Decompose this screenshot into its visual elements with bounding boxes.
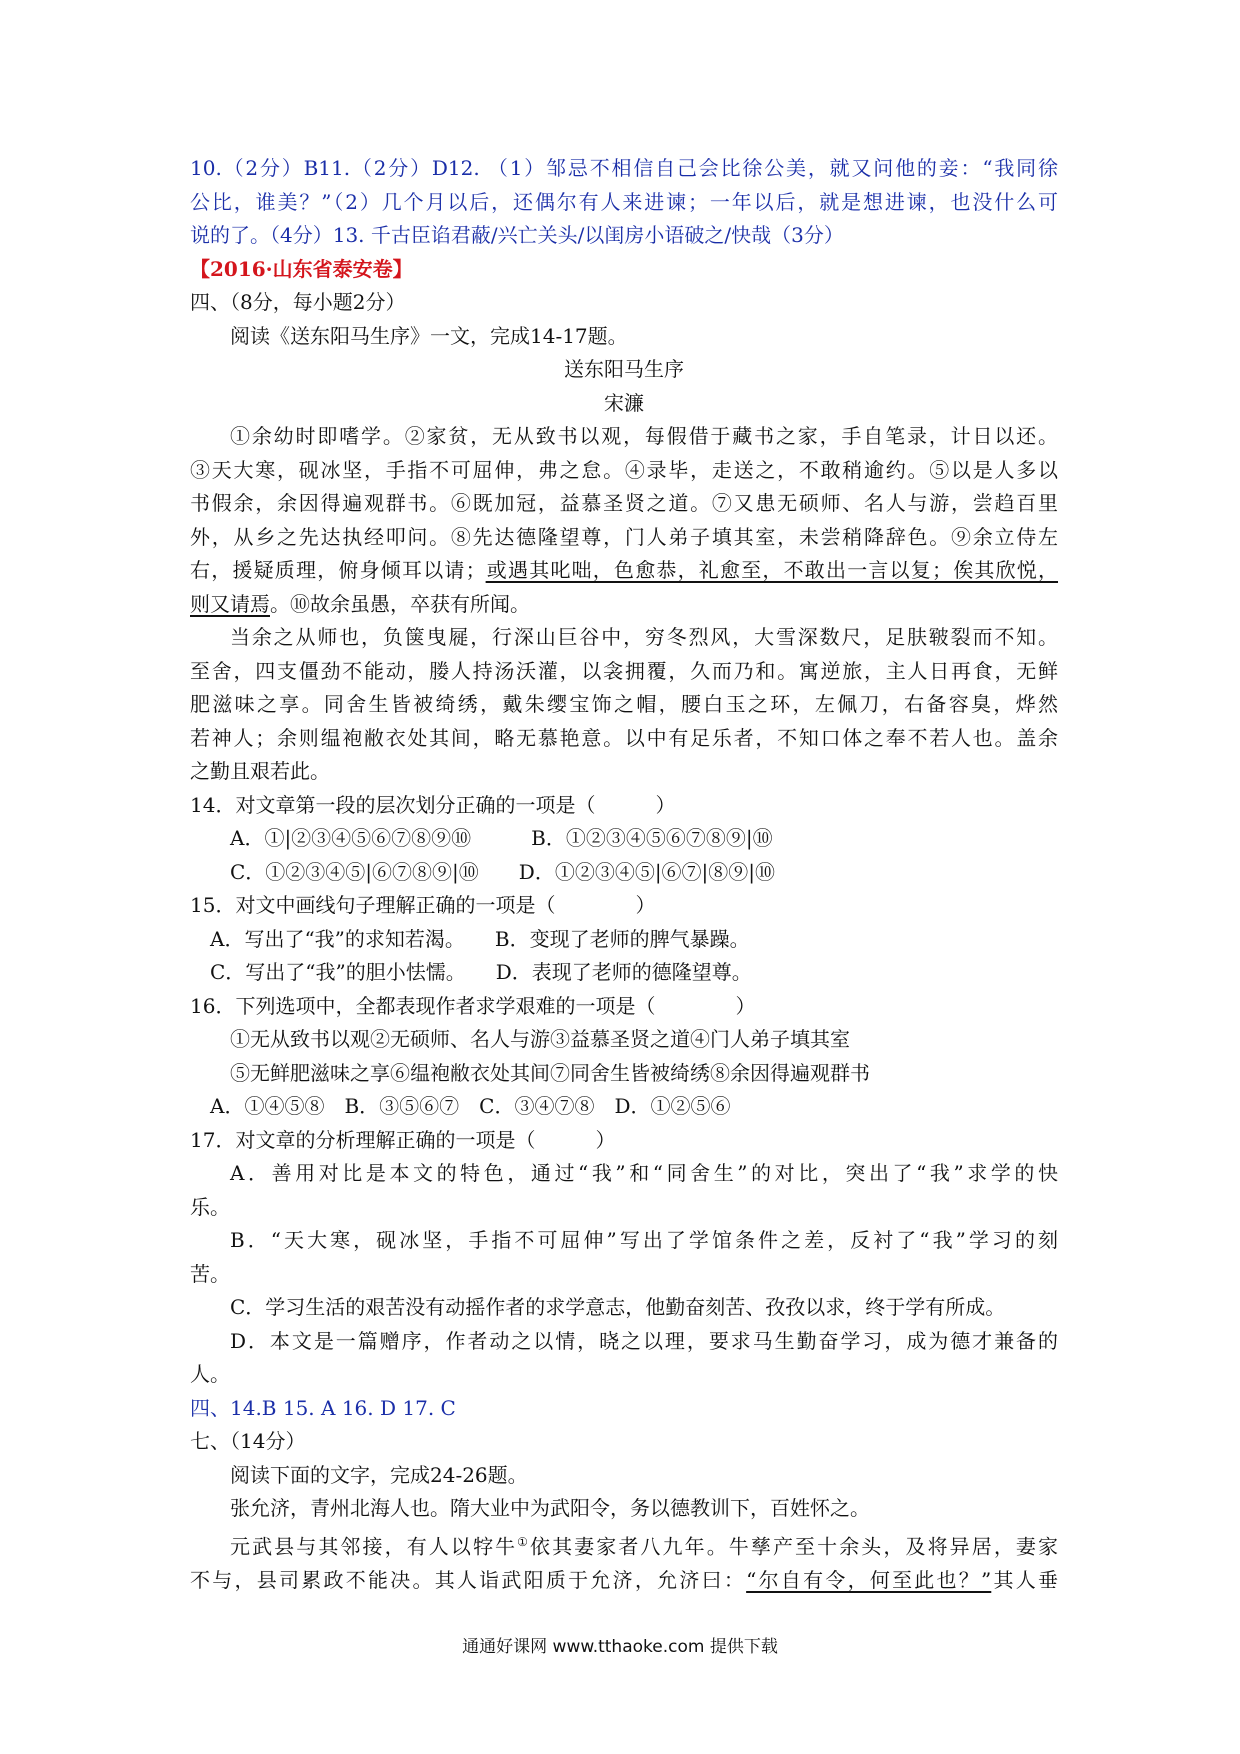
text-span: 。⑩故余虽愚，卒获有所闻。 — [270, 591, 530, 616]
passage-paragraph-1 — [190, 420, 1058, 621]
section-heading: 四、（8分，每小题2分） — [190, 290, 406, 314]
option-b-cont: 苦。 — [190, 1261, 230, 1286]
text-line — [190, 1526, 1058, 1564]
option-b: B．“天大寒，砚冰坚，手指不可屈伸”写出了学馆条件之差，反衬了“我”学习的刻 — [230, 1228, 1058, 1252]
document-page — [190, 152, 1058, 1597]
text-line — [190, 554, 1058, 588]
text-line: 若神人；余则缊袍敝衣处其间，略无慕艳意。以中有足乐者，不知口体之奉不若人也。盖余 — [190, 725, 1058, 750]
question-15 — [190, 889, 1058, 990]
text-line: 书假余，余因得遍观群书。⑥既加冠，益慕圣贤之道。⑦又患无硕师、名人与游，尝趋百里 — [190, 491, 1058, 515]
text-span: 其人垂 — [991, 1567, 1059, 1592]
text-line: 外，从乡之先达执经叩问。⑧先达德隆望尊，门人弟子填其室，未尝稍降辞色。⑨余立侍左 — [190, 524, 1058, 549]
option-a-cont: 乐。 — [190, 1194, 230, 1219]
text-line: 当余之从师也，负箧曳屣，行深山巨谷中，穷冬烈风，大雪深数尺，足肤皲裂而不知。 — [230, 625, 1058, 649]
text-line: 张允济，青州北海人也。隋大业中为武阳令，务以德教训下，百姓怀之。 — [230, 1496, 870, 1520]
text-line: 肥滋味之享。同舍生皆被绮绣，戴朱缨宝饰之帽，腰白玉之环，左佩刀，右备容臭，烨然 — [190, 692, 1058, 716]
question-17 — [190, 1124, 1058, 1392]
question-options: A．①④⑤⑧ B．③⑤⑥⑦ C．③④⑦⑧ D．①②⑤⑥ — [210, 1094, 731, 1118]
answer-line: 公比，谁美？”（2）几个月以后，还偶尔有人来进谏；一年以后，就是想进谏，也没什么可 — [190, 189, 1058, 214]
question-options: A．写出了“我”的求知若渴。 B．变现了老师的脾气暴躁。 — [210, 926, 750, 951]
source-tag: 【2016·山东省泰安卷】 — [190, 256, 413, 281]
instruction: 阅读《送东阳马生序》一文，完成14-17题。 — [230, 323, 628, 348]
passage-title: 送东阳马生序 — [564, 357, 684, 381]
option-d-cont: 人。 — [190, 1362, 230, 1386]
answer-key: 四、14.B 15. A 16. D 17. C — [190, 1395, 456, 1420]
answer-line: 10.（2分）B11.（2分）D12. （1）邹忌不相信自己会比徐公美，就又问他的妾：“我同徐 — [190, 156, 1058, 180]
option-a: A．善用对比是本文的特色，通过“我”和“同舍生”的对比，突出了“我”求学的快 — [230, 1161, 1058, 1185]
footnote-marker: ① — [517, 1534, 530, 1549]
text-span: 不与，县司累政不能决。其人诣武阳质于允济，允济曰： — [190, 1567, 747, 1592]
question-stem: 15．对文中画线句子理解正确的一项是（ ） — [190, 893, 656, 917]
text-span: 依其妻家者八九年。牛孳产至十余头，及将异居，妻家 — [530, 1534, 1059, 1559]
question-items: ⑤无鲜肥滋味之享⑥缊袍敝衣处其间⑦同舍生皆被绮绣⑧余因得遍观群书 — [230, 1060, 870, 1085]
underlined-sentence: 或遇其叱咄，色愈恭，礼愈至，不敢出一言以复；俟其欣悦， — [485, 558, 1059, 582]
instruction: 阅读下面的文字，完成24-26题。 — [230, 1462, 528, 1487]
section-heading: 七、（14分） — [190, 1429, 306, 1453]
text-span: 元武县与其邻接，有人以牸牛 — [230, 1534, 518, 1559]
text-line: 之勤且艰若此。 — [190, 759, 330, 783]
option-c: C．学习生活的艰苦没有动摇作者的求学意志，他勤奋刻苦、孜孜以求，终于学有所成。 — [230, 1295, 1006, 1319]
question-options: C．①②③④⑤|⑥⑦⑧⑨|⑩ D．①②③④⑤|⑥⑦|⑧⑨|⑩ — [230, 859, 776, 884]
option-d: D．本文是一篇赠序，作者动之以情，晓之以理，要求马生勤奋学习，成为德才兼备的 — [230, 1328, 1058, 1353]
question-stem: 17．对文章的分析理解正确的一项是（ ） — [190, 1127, 616, 1152]
underlined-sentence: “尔自有令，何至此也？” — [746, 1567, 992, 1592]
text-span: 右，援疑质理，俯身倾耳以请； — [190, 558, 486, 582]
text-line — [190, 588, 1058, 622]
passage-author: 宋濂 — [604, 390, 644, 415]
text-line — [190, 1564, 1058, 1598]
question-options: A．①|②③④⑤⑥⑦⑧⑨⑩ B．①②③④⑤⑥⑦⑧⑨|⑩ — [230, 826, 773, 850]
question-stem: 14．对文章第一段的层次划分正确的一项是（ ） — [190, 792, 676, 817]
text-line: ①余幼时即嗜学。②家贫，无从致书以观，每假借于藏书之家，手自笔录，计日以还。 — [230, 424, 1058, 448]
question-items: ①无从致书以观②无硕师、名人与游③益慕圣贤之道④门人弟子填其室 — [230, 1027, 850, 1051]
answer-line: 说的了。（4分）13. 千古臣谄君蔽/兴亡关头/以闺房小语破之/快哉（3分） — [190, 223, 844, 247]
question-stem: 16．下列选项中，全都表现作者求学艰难的一项是（ ） — [190, 993, 756, 1018]
passage-paragraph-2 — [190, 621, 1058, 789]
question-16 — [190, 990, 1058, 1124]
question-14 — [190, 789, 1058, 890]
question-options: C．写出了“我”的胆小怯懦。 D．表现了老师的德隆望尊。 — [210, 960, 752, 984]
page-footer: 通通好课网 www.tthaoke.com 提供下载 — [462, 1637, 778, 1657]
text-line: 至舍，四支僵劲不能动，媵人持汤沃灌，以衾拥覆，久而乃和。寓逆旅，主人日再食，无鲜 — [190, 658, 1058, 683]
underlined-sentence: 则又请焉 — [190, 591, 270, 616]
text-line: ③天大寒，砚冰坚，手指不可屈伸，弗之怠。④录毕，走送之，不敢稍逾约。⑤以是人多以 — [190, 457, 1058, 482]
